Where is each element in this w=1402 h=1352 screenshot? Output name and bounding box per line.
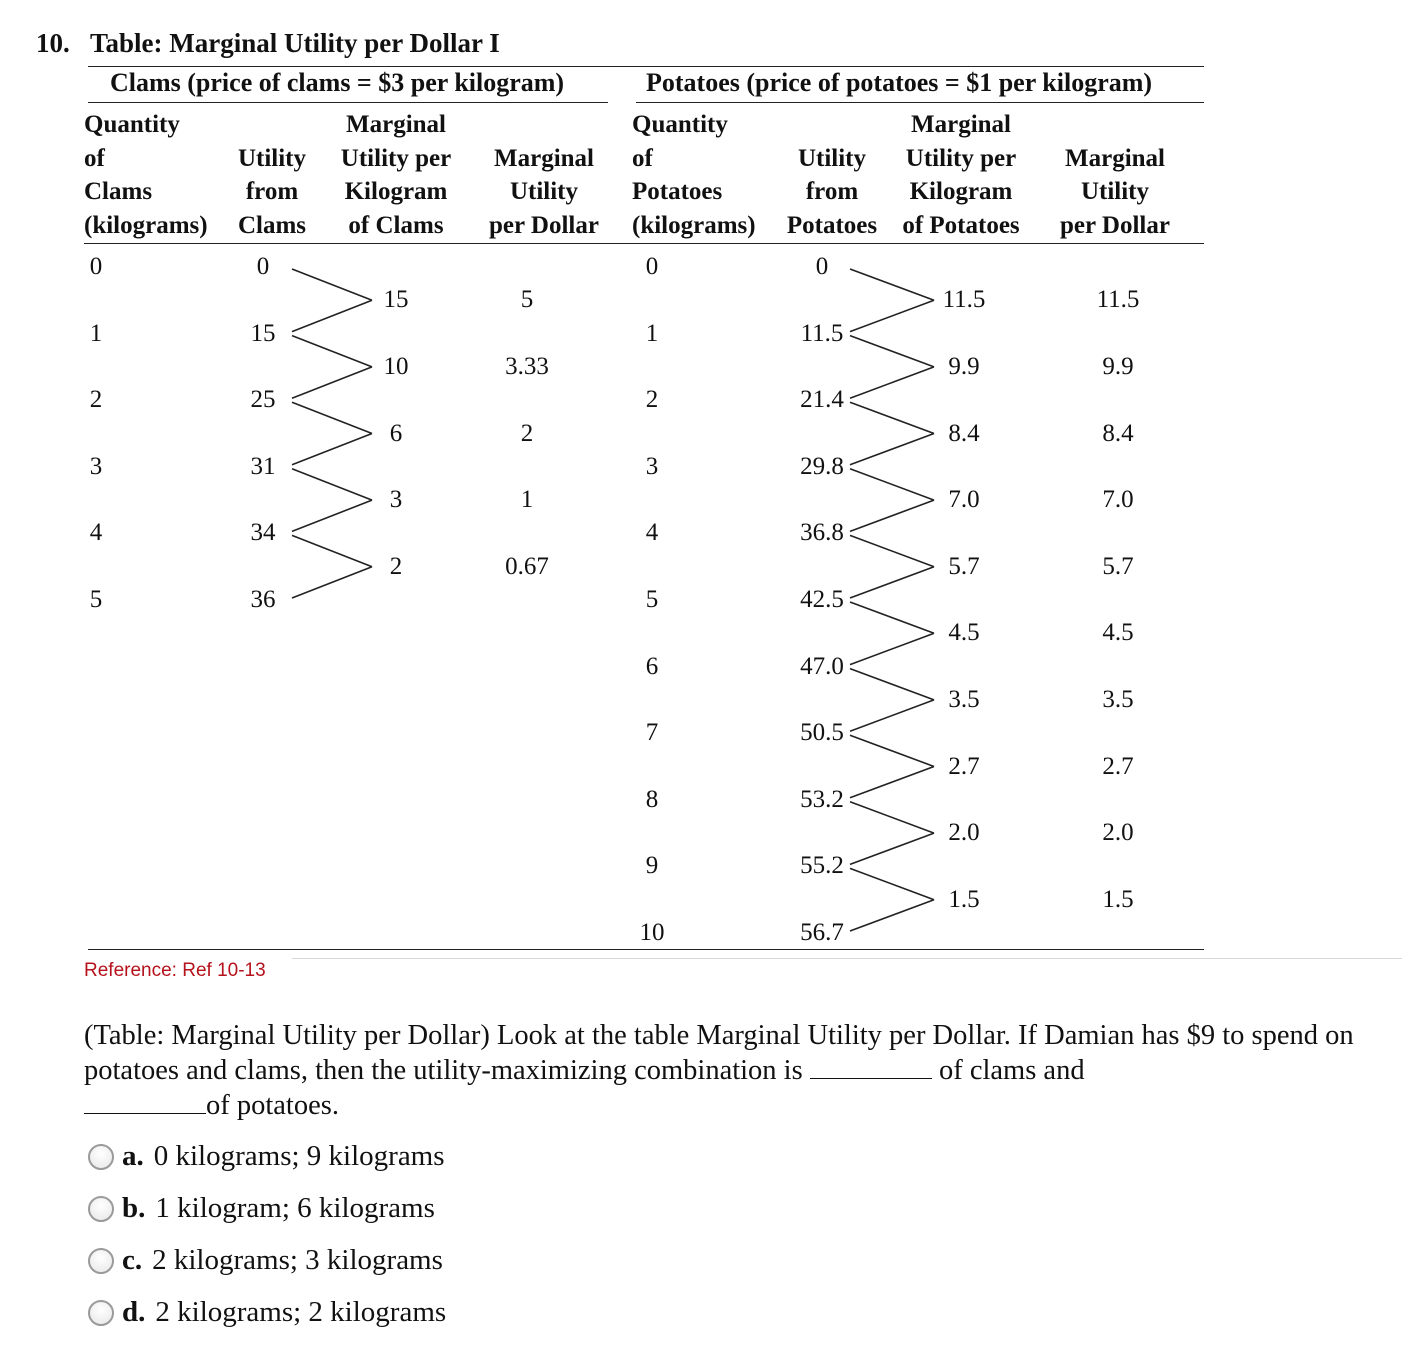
option-text: 1 kilogram; 6 kilograms [155,1192,435,1224]
clams-connector-line [292,336,372,367]
column-header-line: Kilogram [909,178,1013,205]
column-header-line: (kilograms) [632,211,756,239]
potatoes-utility-cell: 21.4 [800,386,844,414]
potatoes-marginal-utility-cell: 5.7 [948,552,980,580]
clams-connector-line [292,367,372,398]
column-header-line: Clams [237,211,307,239]
potatoes-connector-line [850,567,934,598]
reference-text: Reference: Ref 10-13 [84,960,266,981]
column-header-line: of [632,144,653,172]
option-text: 2 kilograms; 3 kilograms [152,1244,443,1276]
potatoes-group-header: Potatoes (price of potatoes = $1 per kilogram) [646,68,1153,97]
clams-quantity-cell: 3 [89,452,103,480]
column-header-line: Utility [237,144,307,172]
column-header-line: Utility per [340,144,452,172]
clams-quantity-cell: 5 [89,586,103,613]
clams-marginal-utility-cell: 6 [389,419,403,447]
clams-connector-line [292,469,372,500]
potatoes-utility-cell: 56.7 [800,919,844,946]
potatoes-mu-per-dollar-cell: 8.4 [1102,419,1134,447]
potatoes-connector-line [850,402,934,433]
clams-mu-per-dollar-cell: 2 [520,419,534,447]
potatoes-mu-per-dollar-cell: 5.7 [1102,552,1134,580]
column-header-line: Marginal [346,111,446,138]
clams-utility-cell: 36 [250,586,276,613]
column-header-line: Quantity [84,111,180,138]
potatoes-utility-cell: 0 [815,253,829,280]
potatoes-mu-per-dollar-cell: 2.7 [1102,752,1134,780]
clams-utility-cell: 0 [256,253,270,280]
clams-marginal-utility-cell: 3 [389,486,403,514]
potatoes-mu-per-dollar-cell: 1.5 [1102,885,1134,913]
potatoes-connector-line [850,700,934,731]
option-text: 2 kilograms; 2 kilograms [155,1296,447,1328]
clams-mu-per-dollar-cell: 3.33 [505,352,549,380]
potatoes-utility-cell: 47.0 [800,652,844,680]
radio-button-icon[interactable] [88,1196,114,1222]
potatoes-quantity-cell: 5 [645,586,659,613]
section-divider [292,958,1402,959]
potatoes-quantity-cell: 10 [639,919,665,946]
option-letter: b. [122,1192,146,1224]
potatoes-mu-per-dollar-cell: 2.0 [1102,819,1134,847]
clams-utility-cell: 15 [250,319,276,347]
column-header-line: of Clams [348,211,444,239]
potatoes-mu-per-dollar-cell: 7.0 [1102,486,1134,514]
clams-mu-per-dollar-cell: 0.67 [505,552,549,580]
potatoes-utility-cell: 42.5 [800,586,844,613]
blank-clams [810,1056,932,1079]
option-letter: a. [122,1140,144,1172]
column-header-line: (kilograms) [84,211,208,239]
column-header-line: per Dollar [1060,211,1170,239]
potatoes-quantity-cell: 7 [645,719,659,747]
clams-mu-per-dollar-cell: 1 [520,486,534,514]
column-header-line: Utility [1080,178,1150,205]
potatoes-connector-line [850,300,934,331]
column-header-line: Marginal [1065,144,1165,172]
potatoes-connector-line [850,669,934,700]
potatoes-quantity-cell: 0 [645,253,659,280]
option-a[interactable] [88,1140,445,1173]
potatoes-marginal-utility-cell: 7.0 [948,486,980,514]
potatoes-quantity-cell: 9 [645,852,659,880]
potatoes-marginal-utility-cell: 11.5 [942,286,986,314]
clams-group-header: Clams (price of clams = $3 per kilogram) [110,68,565,97]
potatoes-mu-per-dollar-cell: 9.9 [1102,352,1134,380]
potatoes-quantity-cell: 6 [645,652,659,680]
radio-button-icon[interactable] [88,1144,114,1170]
potatoes-connector-line [850,367,934,398]
potatoes-connector-line [850,633,934,664]
column-header-line: Potatoes [632,178,723,205]
potatoes-quantity-cell: 2 [645,386,659,414]
clams-marginal-utility-cell: 10 [383,352,409,380]
clams-mu-per-dollar-cell: 5 [520,286,534,314]
potatoes-connector-line [850,535,934,566]
potatoes-connector-line [850,269,934,300]
clams-quantity-cell: 1 [89,319,103,347]
column-header-line: of Potatoes [902,211,1020,239]
option-letter: d. [122,1296,146,1328]
radio-button-icon[interactable] [88,1300,114,1326]
option-c[interactable] [88,1244,443,1277]
clams-quantity-cell: 0 [89,253,103,280]
clams-connector-line [292,500,372,531]
question-text [84,1018,1364,1123]
potatoes-marginal-utility-cell: 8.4 [948,419,980,447]
option-text: 0 kilograms; 9 kilograms [153,1140,445,1172]
potatoes-connector-line [850,767,934,798]
column-header-line: Clams [84,178,153,205]
potatoes-marginal-utility-cell: 2.7 [948,752,980,780]
option-d[interactable] [88,1296,446,1329]
potatoes-utility-cell: 53.2 [800,785,844,813]
potatoes-utility-cell: 50.5 [800,719,844,747]
column-header-line: Marginal [494,144,594,172]
clams-connector-line [292,300,372,331]
question-part-2: of clams and [931,1055,1085,1086]
clams-connector-line [292,402,372,433]
clams-utility-cell: 31 [250,452,276,480]
table-bottom-rule [88,949,1204,950]
potatoes-connector-line [850,735,934,766]
potatoes-marginal-utility-cell: 3.5 [948,685,980,713]
column-header-line: per Dollar [489,211,599,239]
potatoes-marginal-utility-cell: 1.5 [948,885,980,913]
potatoes-mu-per-dollar-cell: 3.5 [1102,685,1134,713]
column-header-line: of [84,144,105,172]
potatoes-connector-line [850,833,934,864]
column-header-line: from [245,178,299,205]
potatoes-connector-line [850,900,934,931]
radio-button-icon[interactable] [88,1248,114,1274]
clams-utility-cell: 25 [250,386,276,414]
potatoes-utility-cell: 55.2 [800,852,844,880]
clams-marginal-utility-cell: 2 [389,552,403,580]
column-header-line: Utility [797,144,867,172]
potatoes-connector-line [850,336,934,367]
clams-connector-line [292,269,372,300]
potatoes-connector-line [850,500,934,531]
column-header-line: Potatoes [786,211,878,239]
column-header-line: Kilogram [344,178,448,205]
column-header-line: Utility [509,178,579,205]
clams-marginal-utility-cell: 15 [383,286,409,314]
potatoes-marginal-utility-cell: 2.0 [948,819,980,847]
column-header-line: Quantity [632,111,728,138]
potatoes-quantity-cell: 3 [645,452,659,480]
potatoes-connector-line [850,802,934,833]
potatoes-utility-cell: 36.8 [800,519,844,547]
option-letter: c. [122,1244,143,1276]
potatoes-mu-per-dollar-cell: 11.5 [1096,286,1140,314]
question-number: 10. [36,28,70,58]
column-header-line: Utility per [905,144,1017,172]
potatoes-connector-line [850,868,934,899]
potatoes-utility-cell: 29.8 [800,452,844,480]
potatoes-marginal-utility-cell: 9.9 [948,352,980,380]
question-part-1: (Table: Marginal Utility per Dollar) Look at the table Marginal Utility per Dollar. If Damian has $9 to spend on potatoes and clams, then the utility-maximizing combination is [84,1020,1354,1086]
potatoes-connector-line [850,434,934,465]
blank-potatoes [84,1091,206,1114]
potatoes-quantity-cell: 1 [645,319,659,347]
potatoes-utility-cell: 11.5 [800,319,844,347]
clams-quantity-cell: 2 [89,386,103,414]
question-part-3: of potatoes. [206,1090,339,1121]
potatoes-mu-per-dollar-cell: 4.5 [1102,619,1134,647]
potatoes-quantity-cell: 4 [645,519,659,547]
column-header-line: Marginal [911,111,1011,138]
table-title: Table: Marginal Utility per Dollar I [90,28,500,58]
clams-connector-line [292,535,372,566]
potatoes-marginal-utility-cell: 4.5 [948,619,980,647]
clams-utility-cell: 34 [250,519,276,547]
potatoes-connector-line [850,602,934,633]
option-b[interactable] [88,1192,435,1225]
clams-connector-line [292,434,372,465]
potatoes-quantity-cell: 8 [645,785,659,813]
clams-quantity-cell: 4 [89,519,103,547]
clams-connector-line [292,567,372,598]
potatoes-connector-line [850,469,934,500]
column-header-line: from [805,178,859,205]
